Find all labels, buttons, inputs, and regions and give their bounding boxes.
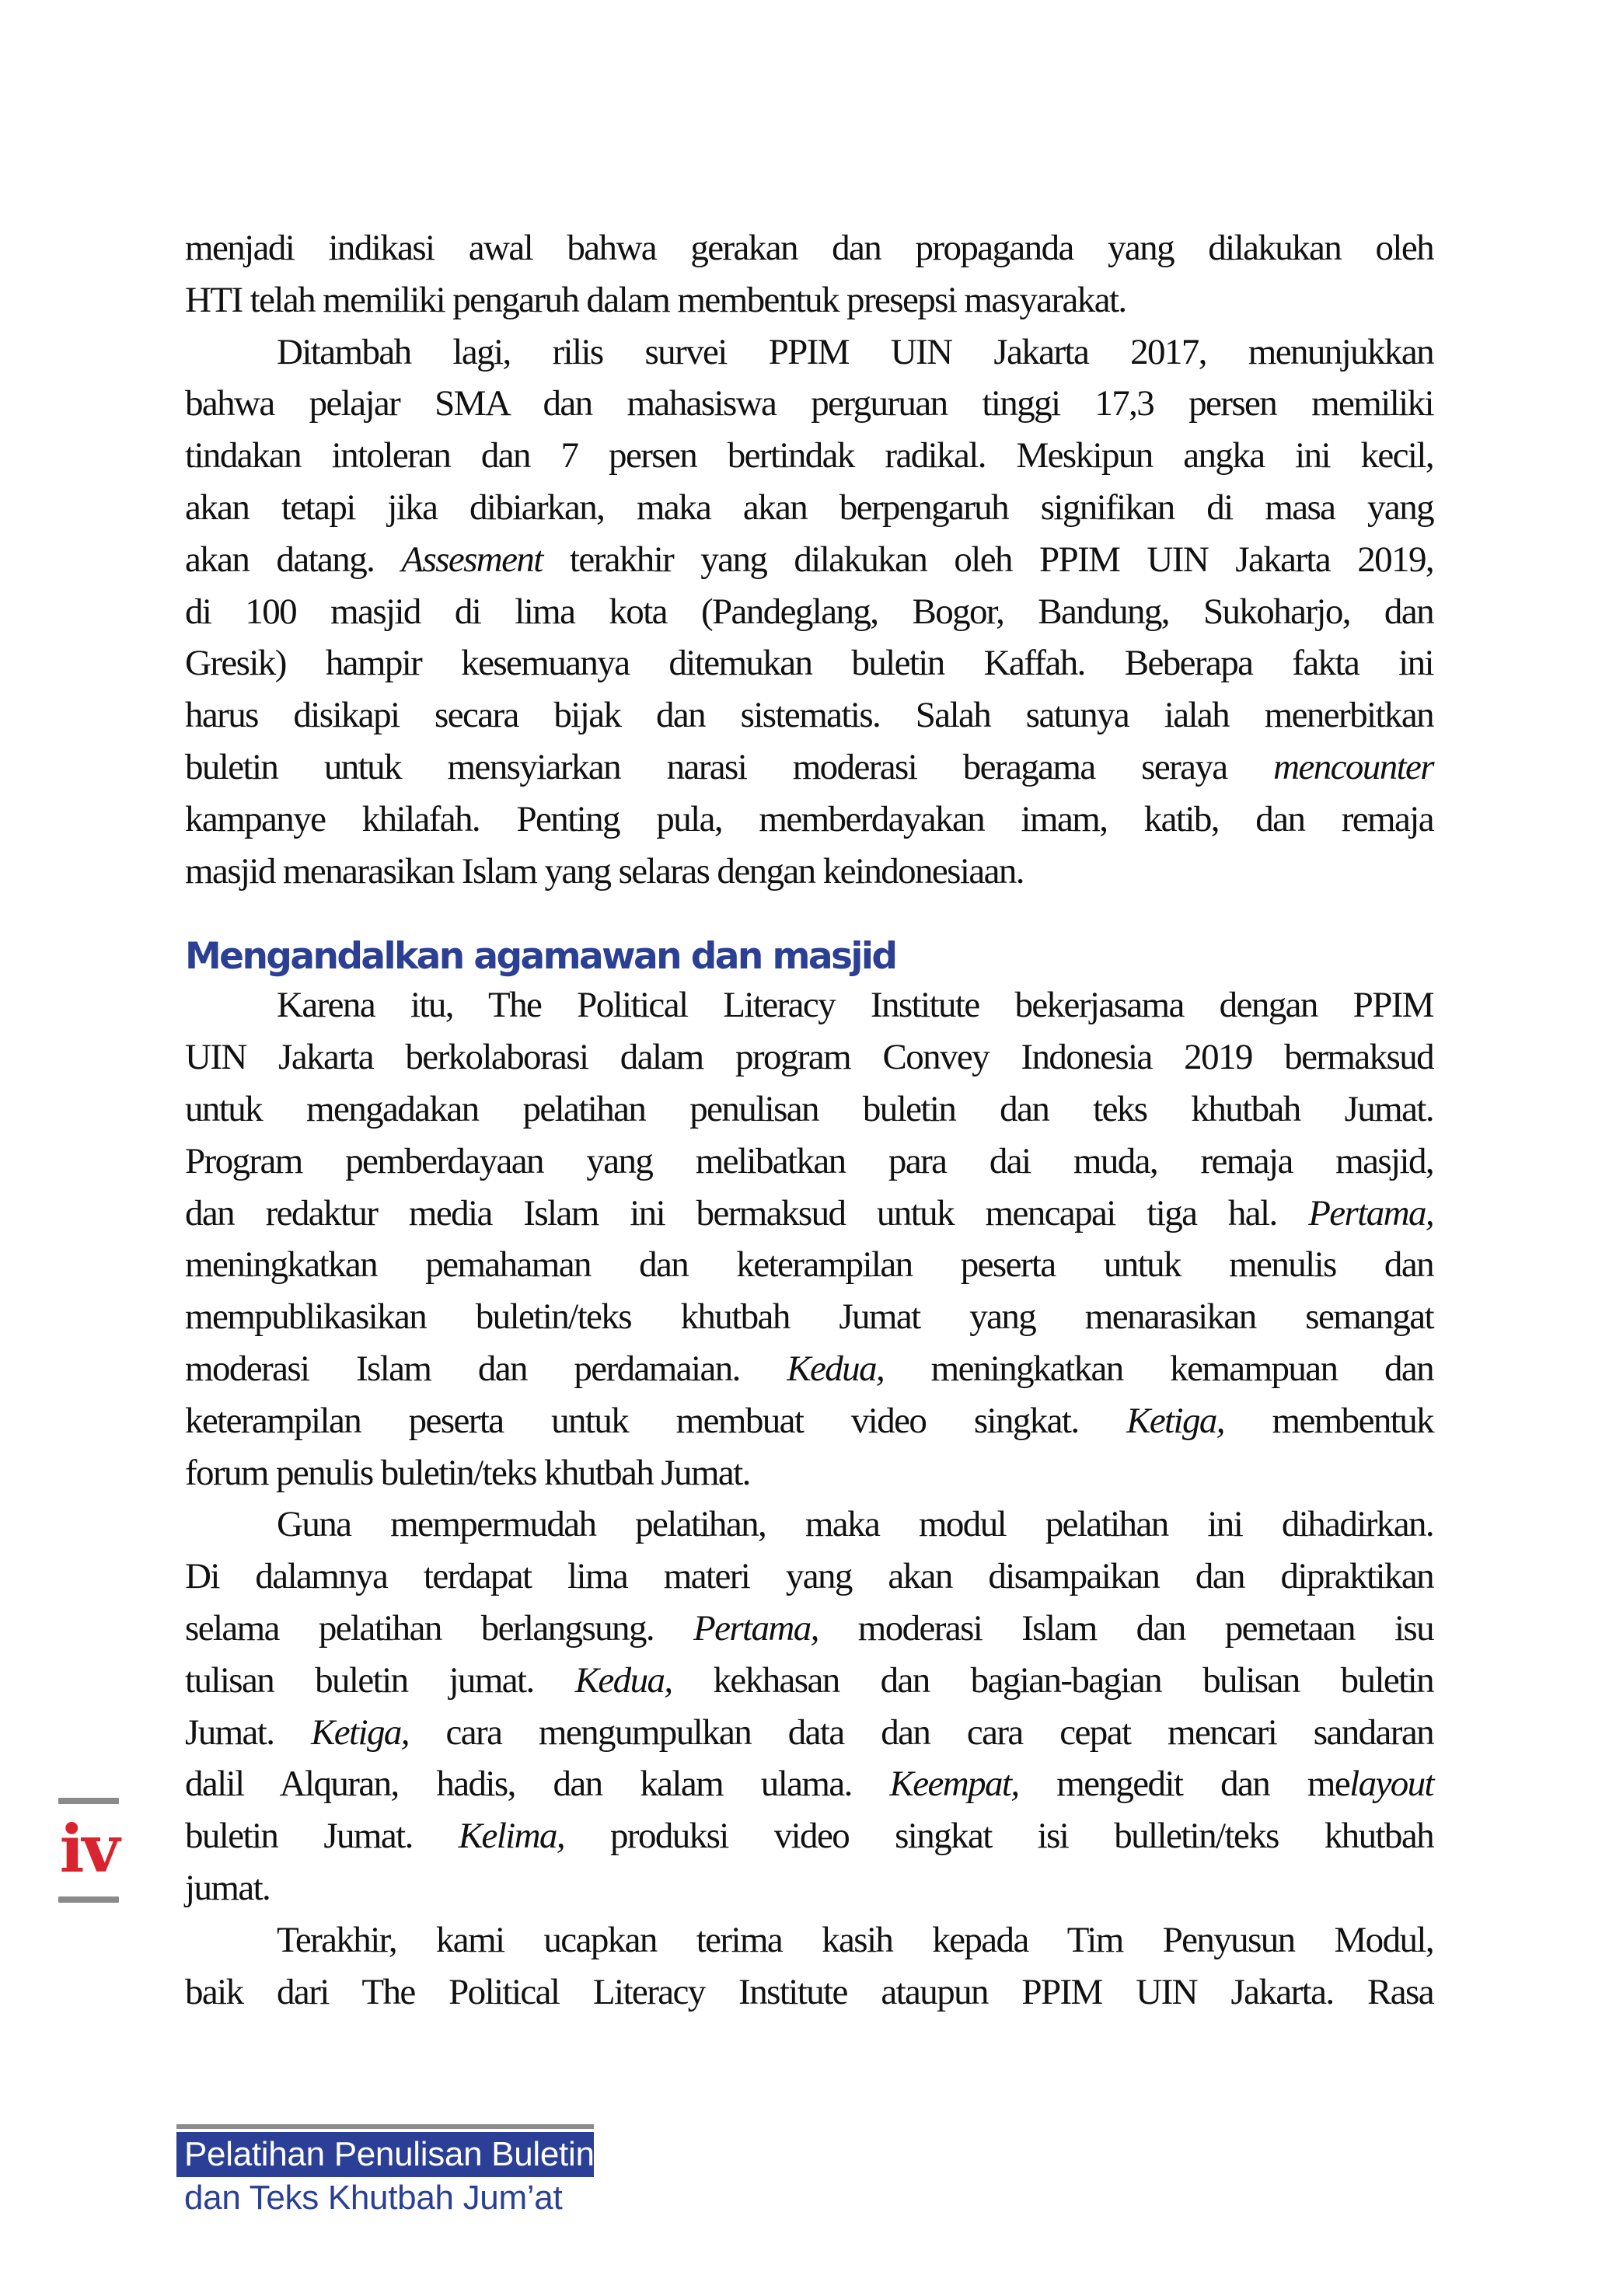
text-line-content bbox=[185, 1966, 1433, 2019]
text-line bbox=[185, 1551, 1433, 1603]
text-run: dalil Alquran, hadis, dan kalam ulama. bbox=[185, 1764, 890, 1805]
text-line-content bbox=[185, 586, 1433, 638]
text-run: dan redaktur media Islam ini bermaksud untuk mencapai tiga hal. bbox=[185, 1192, 1309, 1233]
text-line bbox=[185, 534, 1433, 586]
text-line bbox=[185, 1188, 1433, 1240]
text-run: harus disikapi secara bijak dan sistematis. Salah satunya ialah menerbitkan bbox=[185, 695, 1433, 736]
italic-term: Kedua, bbox=[787, 1348, 885, 1389]
text-run: buletin untuk mensyiarkan narasi moderasi beragama seraya bbox=[185, 746, 1274, 787]
text-run: akan tetapi jika dibiarkan, maka akan berpengaruh signifikan di masa yang bbox=[185, 487, 1433, 528]
text-line bbox=[185, 1083, 1433, 1136]
text-line-content bbox=[185, 1758, 1433, 1810]
text-line bbox=[185, 378, 1433, 430]
text-run: tindakan intoleran dan 7 persen bertindak radikal. Meskipun angka ini kecil, bbox=[185, 435, 1433, 476]
text-line-content bbox=[185, 1136, 1433, 1188]
text-line bbox=[185, 1758, 1433, 1810]
text-run: buletin Jumat. bbox=[185, 1816, 459, 1857]
text-line bbox=[185, 1395, 1433, 1447]
text-run: tulisan buletin jumat. bbox=[185, 1659, 575, 1701]
text-line bbox=[185, 222, 1433, 274]
text-run: Di dalamnya terdapat lima materi yang akan disampaikan dan dipraktikan bbox=[185, 1556, 1433, 1597]
text-run: jumat. bbox=[185, 1867, 270, 1908]
text-run: Gresik) hampir kesemuanya ditemukan buletin Kaffah. Beberapa fakta ini bbox=[185, 643, 1433, 684]
text-run: Program pemberdayaan yang melibatkan para dai muda, remaja masjid, bbox=[185, 1140, 1433, 1181]
text-line bbox=[185, 637, 1433, 689]
text-line bbox=[185, 1447, 1433, 1499]
text-run: terakhir yang dilakukan oleh PPIM UIN Jakarta 2019, bbox=[542, 539, 1433, 580]
text-line bbox=[185, 979, 1433, 1031]
text-line-content bbox=[185, 534, 1433, 586]
text-line-content bbox=[185, 1031, 1433, 1083]
text-line-content bbox=[185, 1239, 1433, 1291]
text-run: cara mengumpulkan data dan cara cepat mencari sandaran bbox=[408, 1712, 1433, 1753]
text-run: masjid menarasikan Islam yang selaras dengan keindonesiaan. bbox=[185, 850, 1024, 892]
italic-term: Pertama, bbox=[1308, 1192, 1433, 1233]
text-line-content bbox=[185, 1603, 1433, 1655]
text-line bbox=[185, 741, 1433, 794]
footer-title-line2: dan Teks Khutbah Jum’at bbox=[184, 2179, 563, 2217]
text-line bbox=[185, 689, 1433, 741]
paragraph bbox=[185, 979, 1433, 1499]
footer-title-band bbox=[176, 2132, 594, 2177]
text-line-content bbox=[185, 1083, 1433, 1136]
text-run: mengedit dan me bbox=[1018, 1764, 1350, 1805]
italic-term: Kelima, bbox=[458, 1816, 565, 1857]
section-heading: Mengandalkan agamawan dan masjid bbox=[185, 935, 896, 979]
section-intro bbox=[185, 222, 1433, 897]
text-line-content bbox=[185, 482, 1433, 534]
text-line-content bbox=[185, 741, 1433, 794]
text-run: Terakhir, kami ucapkan terima kasih kepada Tim Penyusun Modul, bbox=[277, 1919, 1433, 1960]
text-line-content bbox=[277, 979, 1433, 1031]
text-line-content bbox=[185, 274, 1126, 326]
italic-term: mencounter bbox=[1273, 746, 1433, 787]
italic-term: Keempat, bbox=[889, 1764, 1019, 1805]
text-line-content bbox=[277, 1499, 1433, 1551]
text-line bbox=[185, 430, 1433, 482]
text-run: kampanye khilafah. Penting pula, memberdayakan imam, katib, dan remaja bbox=[185, 798, 1433, 839]
text-line-content bbox=[185, 1655, 1433, 1707]
text-run: Karena itu, The Political Literacy Institute bekerjasama dengan PPIM bbox=[277, 985, 1433, 1026]
paragraph bbox=[185, 222, 1433, 326]
paragraph bbox=[185, 1914, 1433, 2019]
text-line bbox=[185, 586, 1433, 638]
text-line-content bbox=[185, 1343, 1433, 1395]
text-line bbox=[185, 1603, 1433, 1655]
text-run: HTI telah memiliki pengaruh dalam membentuk presepsi masyarakat. bbox=[185, 279, 1126, 320]
text-line-content bbox=[185, 1188, 1433, 1240]
text-line-content bbox=[277, 1914, 1433, 1966]
text-line bbox=[185, 1499, 1433, 1551]
text-run: bahwa pelajar SMA dan mahasiswa perguruan tinggi 17,3 persen memiliki bbox=[185, 383, 1433, 424]
text-run: akan datang. bbox=[185, 539, 402, 580]
text-line bbox=[185, 1136, 1433, 1188]
text-line-content bbox=[185, 1551, 1433, 1603]
text-run: produksi video singkat isi bulletin/teks khutbah bbox=[564, 1816, 1433, 1857]
paragraph bbox=[185, 1499, 1433, 1914]
text-line-content bbox=[185, 794, 1433, 846]
text-line-content bbox=[185, 1291, 1433, 1343]
text-line bbox=[185, 482, 1433, 534]
text-line-content bbox=[277, 326, 1433, 379]
footer-title-line1: Pelatihan Penulisan Buletin bbox=[184, 2135, 595, 2173]
paragraph bbox=[185, 326, 1433, 898]
text-run: Jumat. bbox=[185, 1712, 312, 1753]
text-line-content bbox=[185, 222, 1433, 274]
text-line bbox=[185, 1655, 1433, 1707]
section-body bbox=[185, 979, 1433, 2018]
italic-term: Assesment bbox=[401, 539, 543, 580]
text-run: keterampilan peserta untuk membuat video singkat. bbox=[185, 1400, 1127, 1441]
running-footer bbox=[176, 2124, 594, 2217]
text-run: mempublikasikan buletin/teks khutbah Jumat yang menarasikan semangat bbox=[185, 1296, 1433, 1338]
text-line-content bbox=[185, 1862, 270, 1914]
text-line-content bbox=[185, 1810, 1433, 1862]
italic-term: Pertama, bbox=[693, 1607, 818, 1649]
text-line bbox=[185, 1966, 1433, 2019]
text-run: meningkatkan pemahaman dan keterampilan peserta untuk menulis dan bbox=[185, 1244, 1433, 1286]
text-line-content bbox=[185, 378, 1433, 430]
text-line-content bbox=[185, 846, 1024, 898]
text-line bbox=[185, 794, 1433, 846]
text-line-content bbox=[185, 637, 1433, 689]
text-line bbox=[185, 326, 1433, 379]
text-line bbox=[185, 1707, 1433, 1759]
italic-term: layout bbox=[1349, 1764, 1433, 1805]
text-line bbox=[185, 1291, 1433, 1343]
text-line bbox=[185, 1810, 1433, 1862]
text-run: di 100 masjid di lima kota (Pandeglang, Bogor, Bandung, Sukoharjo, dan bbox=[185, 591, 1433, 632]
italic-term: Kedua, bbox=[574, 1659, 672, 1701]
text-run: untuk mengadakan pelatihan penulisan buletin dan teks khutbah Jumat. bbox=[185, 1088, 1433, 1129]
text-run: UIN Jakarta berkolaborasi dalam program Convey Indonesia 2019 bermaksud bbox=[185, 1037, 1433, 1078]
page-number-bottom-rule bbox=[58, 1896, 119, 1903]
text-run: selama pelatihan berlangsung. bbox=[185, 1607, 693, 1649]
page-number: iv bbox=[59, 1810, 118, 1887]
text-run: Guna mempermudah pelatihan, maka modul pelatihan ini dihadirkan. bbox=[277, 1504, 1433, 1545]
text-run: membentuk bbox=[1223, 1400, 1433, 1441]
italic-term: Ketiga, bbox=[1126, 1400, 1224, 1441]
footer-rule bbox=[176, 2124, 594, 2129]
text-run: kekhasan dan bagian-bagian bulisan buletin bbox=[672, 1659, 1433, 1701]
text-line-content bbox=[185, 430, 1433, 482]
body-text-column bbox=[185, 222, 1433, 2018]
text-line bbox=[185, 1914, 1433, 1966]
text-line-content bbox=[185, 689, 1433, 741]
text-line bbox=[185, 1862, 1433, 1914]
text-line bbox=[185, 1343, 1433, 1395]
text-line-content bbox=[185, 1395, 1433, 1447]
text-run: baik dari The Political Literacy Institute ataupun PPIM UIN Jakarta. Rasa bbox=[185, 1971, 1433, 2012]
text-line bbox=[185, 274, 1433, 326]
text-line-content bbox=[185, 1447, 750, 1499]
text-line bbox=[185, 846, 1433, 898]
text-line-content bbox=[185, 1707, 1433, 1759]
text-line bbox=[185, 1031, 1433, 1083]
page-number-marker bbox=[58, 1798, 119, 1903]
page-number-top-rule bbox=[58, 1798, 119, 1804]
text-run: moderasi Islam dan perdamaian. bbox=[185, 1348, 787, 1389]
text-run: Ditambah lagi, rilis survei PPIM UIN Jakarta 2017, menunjukkan bbox=[277, 331, 1433, 372]
text-run: forum penulis buletin/teks khutbah Jumat. bbox=[185, 1452, 750, 1493]
italic-term: Ketiga, bbox=[311, 1712, 409, 1753]
text-line bbox=[185, 1239, 1433, 1291]
text-run: meningkatkan kemampuan dan bbox=[884, 1348, 1434, 1389]
text-run: menjadi indikasi awal bahwa gerakan dan propaganda yang dilakukan oleh bbox=[185, 228, 1433, 268]
text-run: moderasi Islam dan pemetaan isu bbox=[818, 1607, 1433, 1649]
